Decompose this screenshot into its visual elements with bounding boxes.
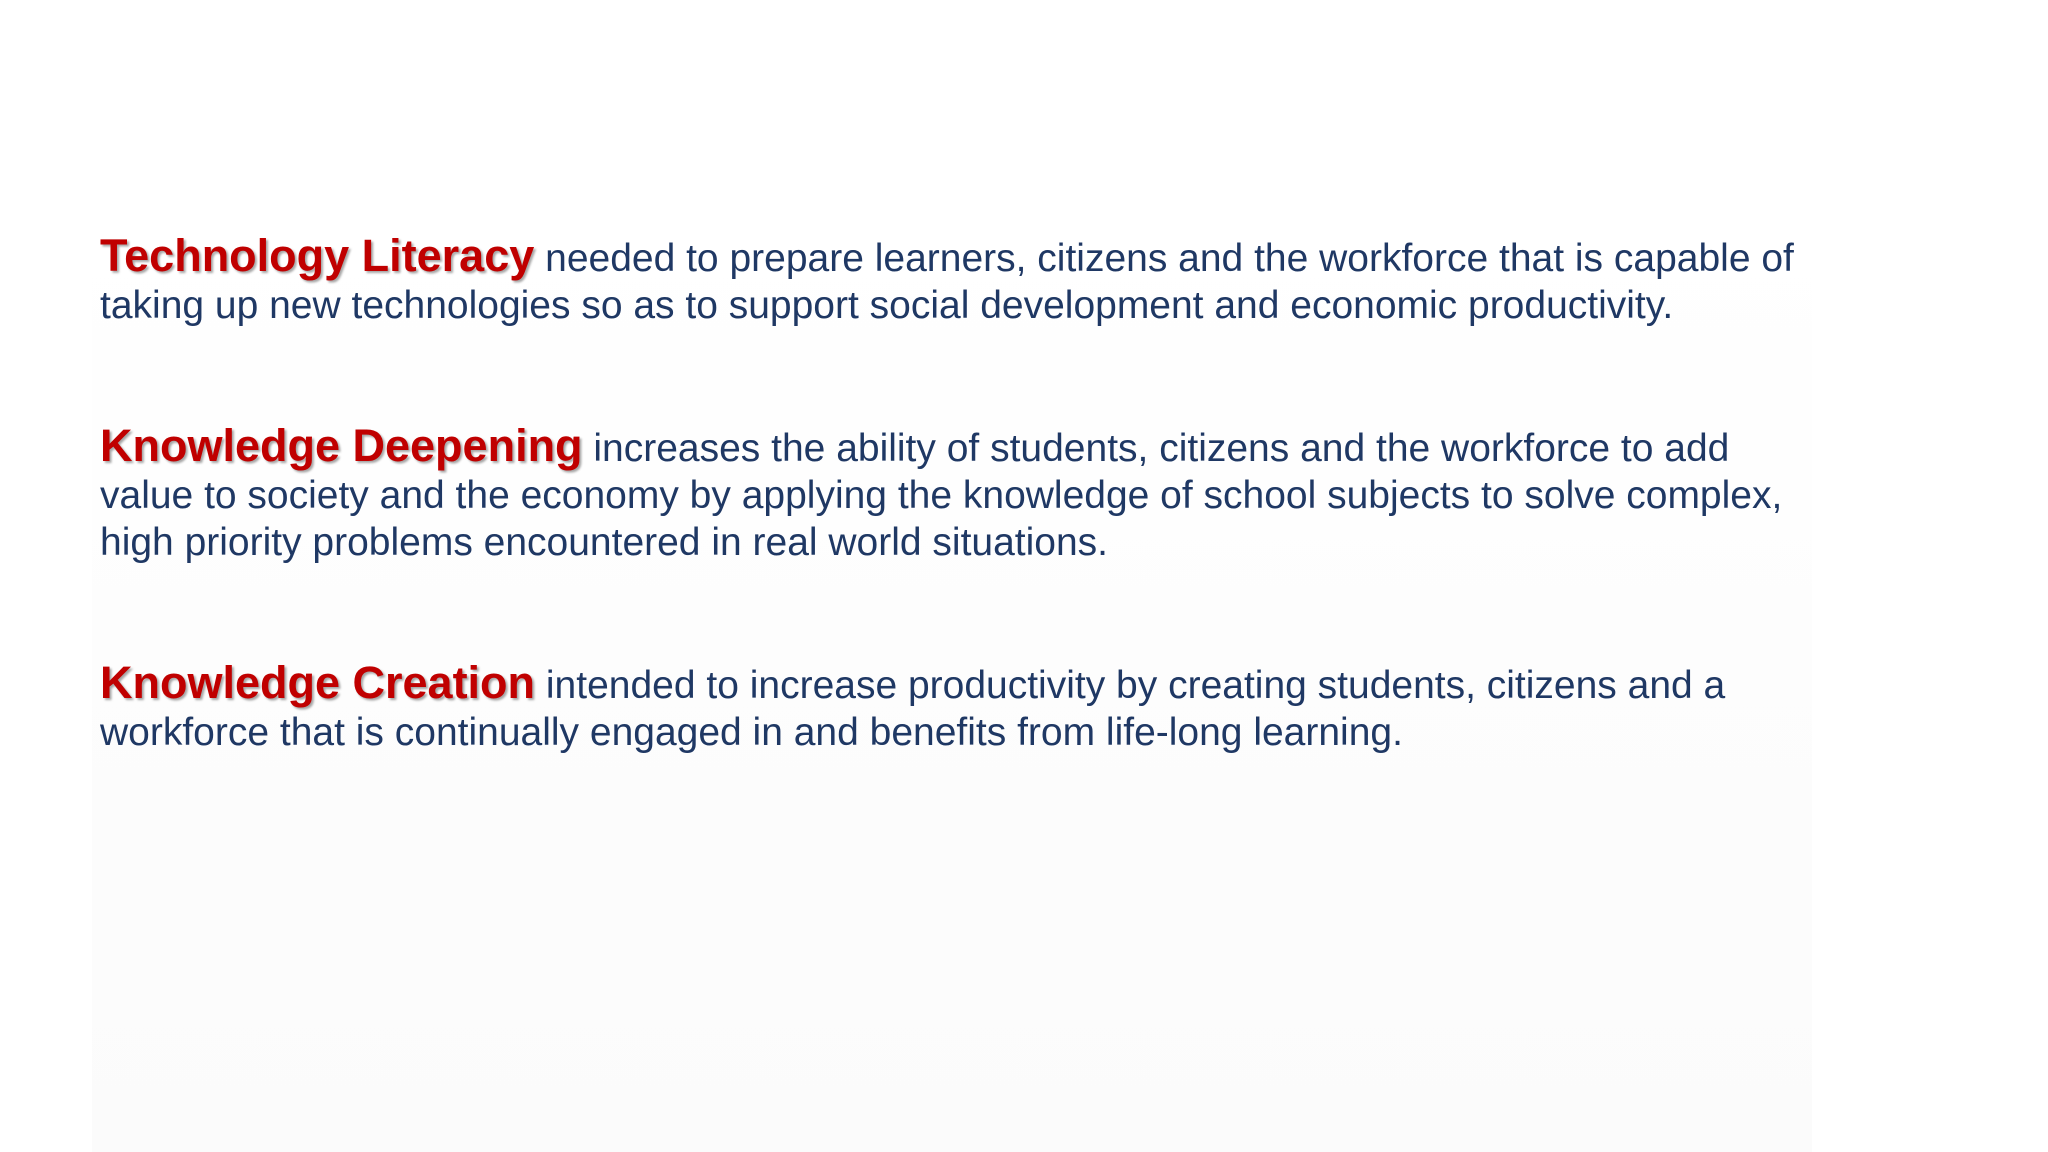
definition-knowledge-creation [100,659,1820,756]
definition-text-knowledge-creation: intended to increase productivity by creating students, citizens and a workforce that is continually engaged in and benefits from life-long learning. [100,664,1726,754]
definition-knowledge-deepening [100,422,1820,566]
definition-technology-literacy [100,232,1820,329]
term-technology-literacy: Technology Literacy [100,230,535,281]
term-knowledge-deepening: Knowledge Deepening [100,420,583,471]
definition-text-knowledge-deepening: increases the ability of students, citizens and the workforce to add value to society and the economy by applying the knowledge of school subjects to solve complex, high priority problems encountered in real world situations. [100,427,1783,564]
term-knowledge-creation: Knowledge Creation [100,657,536,708]
definition-text-technology-literacy: needed to prepare learners, citizens and the workforce that is capable of taking up new technologies so as to support social development and economic productivity. [100,237,1794,327]
